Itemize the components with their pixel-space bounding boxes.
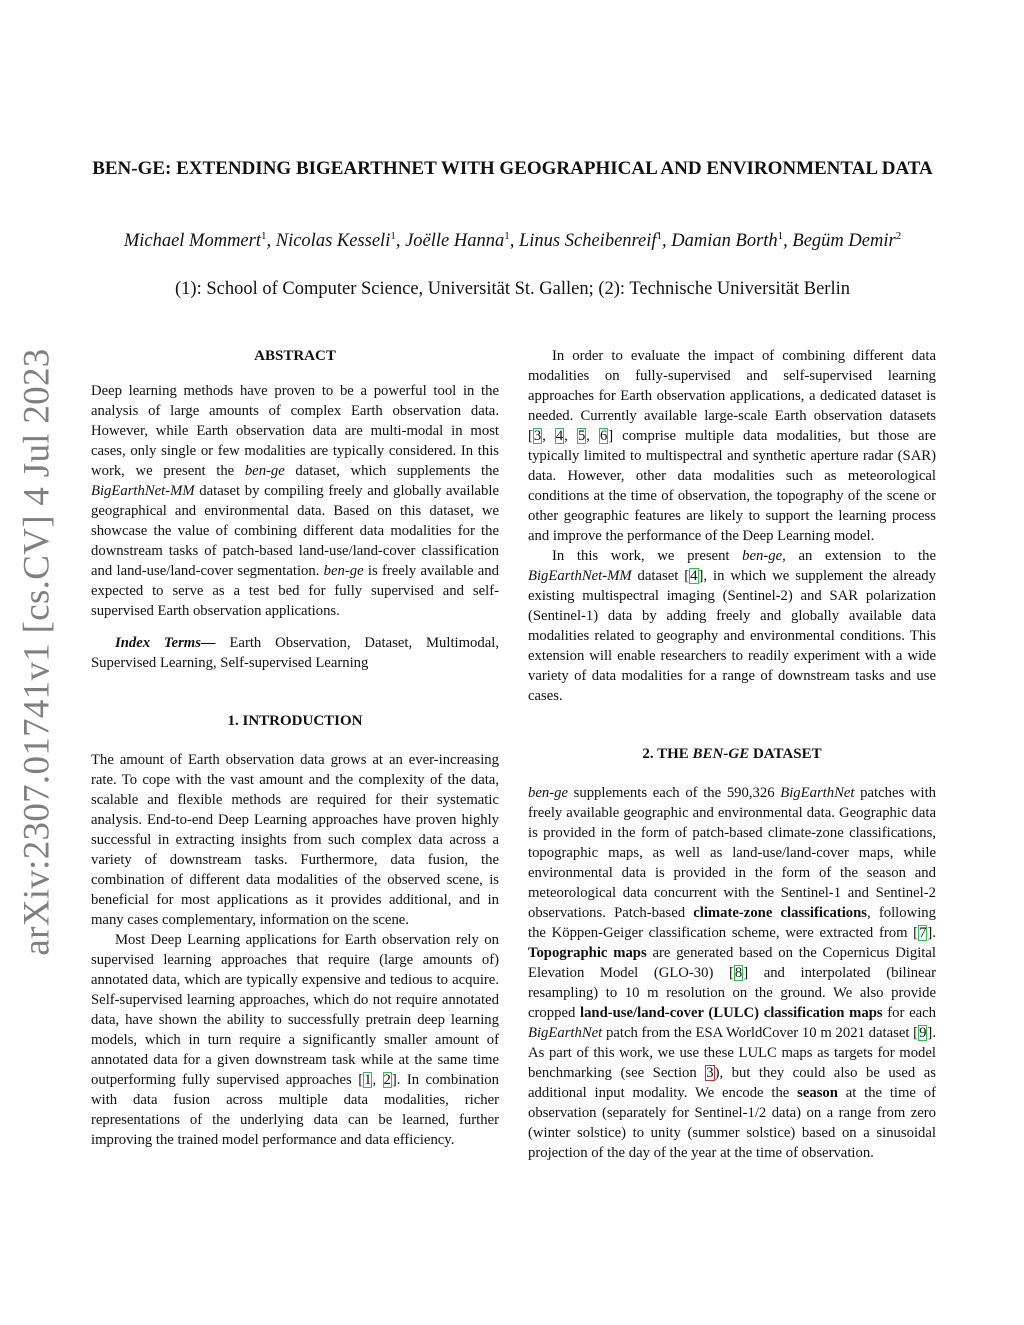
citation-link[interactable]: 8 bbox=[734, 965, 743, 981]
left-column bbox=[91, 346, 499, 1150]
arxiv-id-text: arXiv:2307.01741v1 [cs.CV] 4 Jul 2023 bbox=[16, 347, 58, 956]
citation-link[interactable]: 4 bbox=[555, 428, 564, 444]
author-affiliation-mark: 2 bbox=[895, 230, 902, 242]
citation-link[interactable]: 9 bbox=[919, 1025, 927, 1041]
section-2-paragraph: ben-ge supplements each of the 590,326 BigEarthNet patches with freely available geographic and environmental data. Geographic data is provided in the form of patch-based climate-zone classifications, topographic maps, as well as land-use/land-cover maps, while environmental data is provided in the form of the season and meteorological data concurrent with the Sentinel-1 and Sentinel-2 observations. Patch-based climate-zone classifications, following the Köppen-Geiger classification scheme, were extracted from [7]. Topographic maps are generated based on the Copernicus Digital Elevation Model (GLO-30) [8] and interpolated (bilinear resampling) to 10 m resolution on the ground. We also provide cropped land-use/land-cover (LULC) classification maps for each BigEarthNet patch from the ESA WorldCover 10 m 2021 dataset [9]. As part of this work, we use these LULC maps as targets for model benchmarking (see Section 3), but they could also be used as additional input modality. We encode the season at the time of observation (separately for Sentinel-1/2 data) on a range from zero (winter solstice) to unity (summer solstice) based on a sinusoidal projection of the day of the year at the time of observation. bbox=[528, 785, 936, 1161]
abstract-text: Deep learning methods have proven to be a powerful tool in the analysis of large amounts of complex Earth observation data. However, while Earth observation data are multi-modal in most cases, only single or few modalities are typically considered. In this work, we present the ben-ge dataset, which supplements the BigEarthNet-MM dataset by compiling freely and globally available geographical and environmental data. Based on this dataset, we showcase the value of combining different data modalities for the downstream tasks of patch-based land-use/land-cover classification and land-use/land-cover segmentation. ben-ge is freely available and expected to serve as a test bed for fully supervised and self-supervised Earth observation applications. bbox=[91, 383, 499, 619]
author-name: Joëlle Hanna bbox=[405, 231, 505, 252]
author-affiliation-mark: 1 bbox=[390, 230, 396, 242]
introduction-paragraph-2: Most Deep Learning applications for Earth observation rely on supervised learning approaches that require (large amounts of) annotated data, which are typically expensive and tedious to acquire. Self-supervised learning approaches, which do not require annotated data, have shown the ability to successfully pretrain deep learning models, which in turn require a significantly smaller amount of annotated data for a given downstream task while at the same time outperforming fully supervised approaches [1, 2]. In combination with data fusion across multiple data modalities, richer representations of the underlying data can be learned, further improving the trained model performance and data efficiency. bbox=[91, 932, 499, 1148]
citation-link[interactable]: 1 bbox=[364, 1072, 372, 1088]
introduction-paragraph-1: The amount of Earth observation data grows at an ever-increasing rate. To cope with the vast amount and the complexity of the data, scalable and flexible methods are required for their systematic analysis. End-to-end Deep Learning approaches have proven highly successful in extracting insights from such complex data across a variety of downstream tasks. Furthermore, data fusion, the combination of different data modalities of the observed scene, is beneficial for most applications as it provides additional, and in many cases complementary, information on the scene. bbox=[91, 752, 499, 928]
affiliations: (1): School of Computer Science, Universität St. Gallen; (2): Technische Universität Berlin bbox=[175, 279, 850, 299]
author-name: Damian Borth bbox=[671, 231, 778, 252]
author-name: Linus Scheibenreif bbox=[519, 231, 657, 252]
author-affiliation-mark: 1 bbox=[260, 230, 267, 242]
author-name: Michael Mommert bbox=[123, 231, 261, 252]
author-name: Begüm Demir bbox=[792, 231, 896, 252]
intro-continued-paragraph-1: In order to evaluate the impact of combining different data modalities on fully-supervised and self-supervised learning approaches for Earth observation applications, a dedicated dataset is needed. Currently available large-scale Earth observation datasets [3, 4, 5, 6] comprise multiple data modalities, but those are typically limited to multispectral and synthetic aperture radar (SAR) data. However, other data modalities such as meteorological conditions at the time of observation, the topography of the scene or other geographic features are likely to support the learning process and improve the performance of the Deep Learning model. bbox=[528, 348, 936, 544]
citation-link[interactable]: 6 bbox=[599, 428, 608, 444]
index-terms: Index Terms— Earth Observation, Dataset, Multimodal, Supervised Learning, Self-supervised Learning bbox=[91, 635, 499, 671]
index-terms-label: Index Terms— bbox=[115, 635, 216, 651]
citation-link[interactable]: 3 bbox=[533, 428, 542, 444]
author-affiliation-mark: 1 bbox=[656, 230, 663, 242]
section-reference-link[interactable]: 3 bbox=[706, 1065, 714, 1081]
citation-link[interactable]: 2 bbox=[383, 1072, 391, 1088]
arxiv-identifier bbox=[12, 347, 62, 956]
author-name: Nicolas Kesseli bbox=[275, 231, 391, 252]
citation-link[interactable]: 7 bbox=[919, 925, 927, 941]
author-list: Michael Mommert$^1$, Nicolas Kesseli$^1$, Joëlle Hanna$^1$, Linus Scheibenreif$^1$, Damian Borth$^1$, Begüm Demir$^2$ bbox=[123, 230, 902, 252]
author-affiliation-mark: 1 bbox=[777, 230, 784, 242]
right-column bbox=[528, 346, 936, 1163]
citation-link[interactable]: 4 bbox=[690, 568, 698, 584]
section-2-heading: 2. THE BEN-GE DATASET bbox=[642, 746, 822, 762]
author-affiliation-mark: 1 bbox=[504, 230, 510, 242]
intro-continued-paragraph-2: In this work, we present ben-ge, an extension to the BigEarthNet-MM dataset [4], in which we supplement the already existing multispectral imaging (Sentinel-2) and SAR polarization (Sentinel-1) data by adding freely and globally available data modalities related to geography and environmental conditions. This extension will enable researchers to readily experiment with a wide variety of data modalities for a range of downstream tasks and use cases. bbox=[528, 548, 936, 704]
citation-link[interactable]: 5 bbox=[577, 428, 586, 444]
introduction-heading: 1. INTRODUCTION bbox=[227, 713, 363, 729]
abstract-heading: ABSTRACT bbox=[254, 348, 336, 364]
paper-title: BEN-GE: EXTENDING BIGEARTHNET WITH GEOGRAPHICAL AND ENVIRONMENTAL DATA bbox=[92, 158, 933, 179]
